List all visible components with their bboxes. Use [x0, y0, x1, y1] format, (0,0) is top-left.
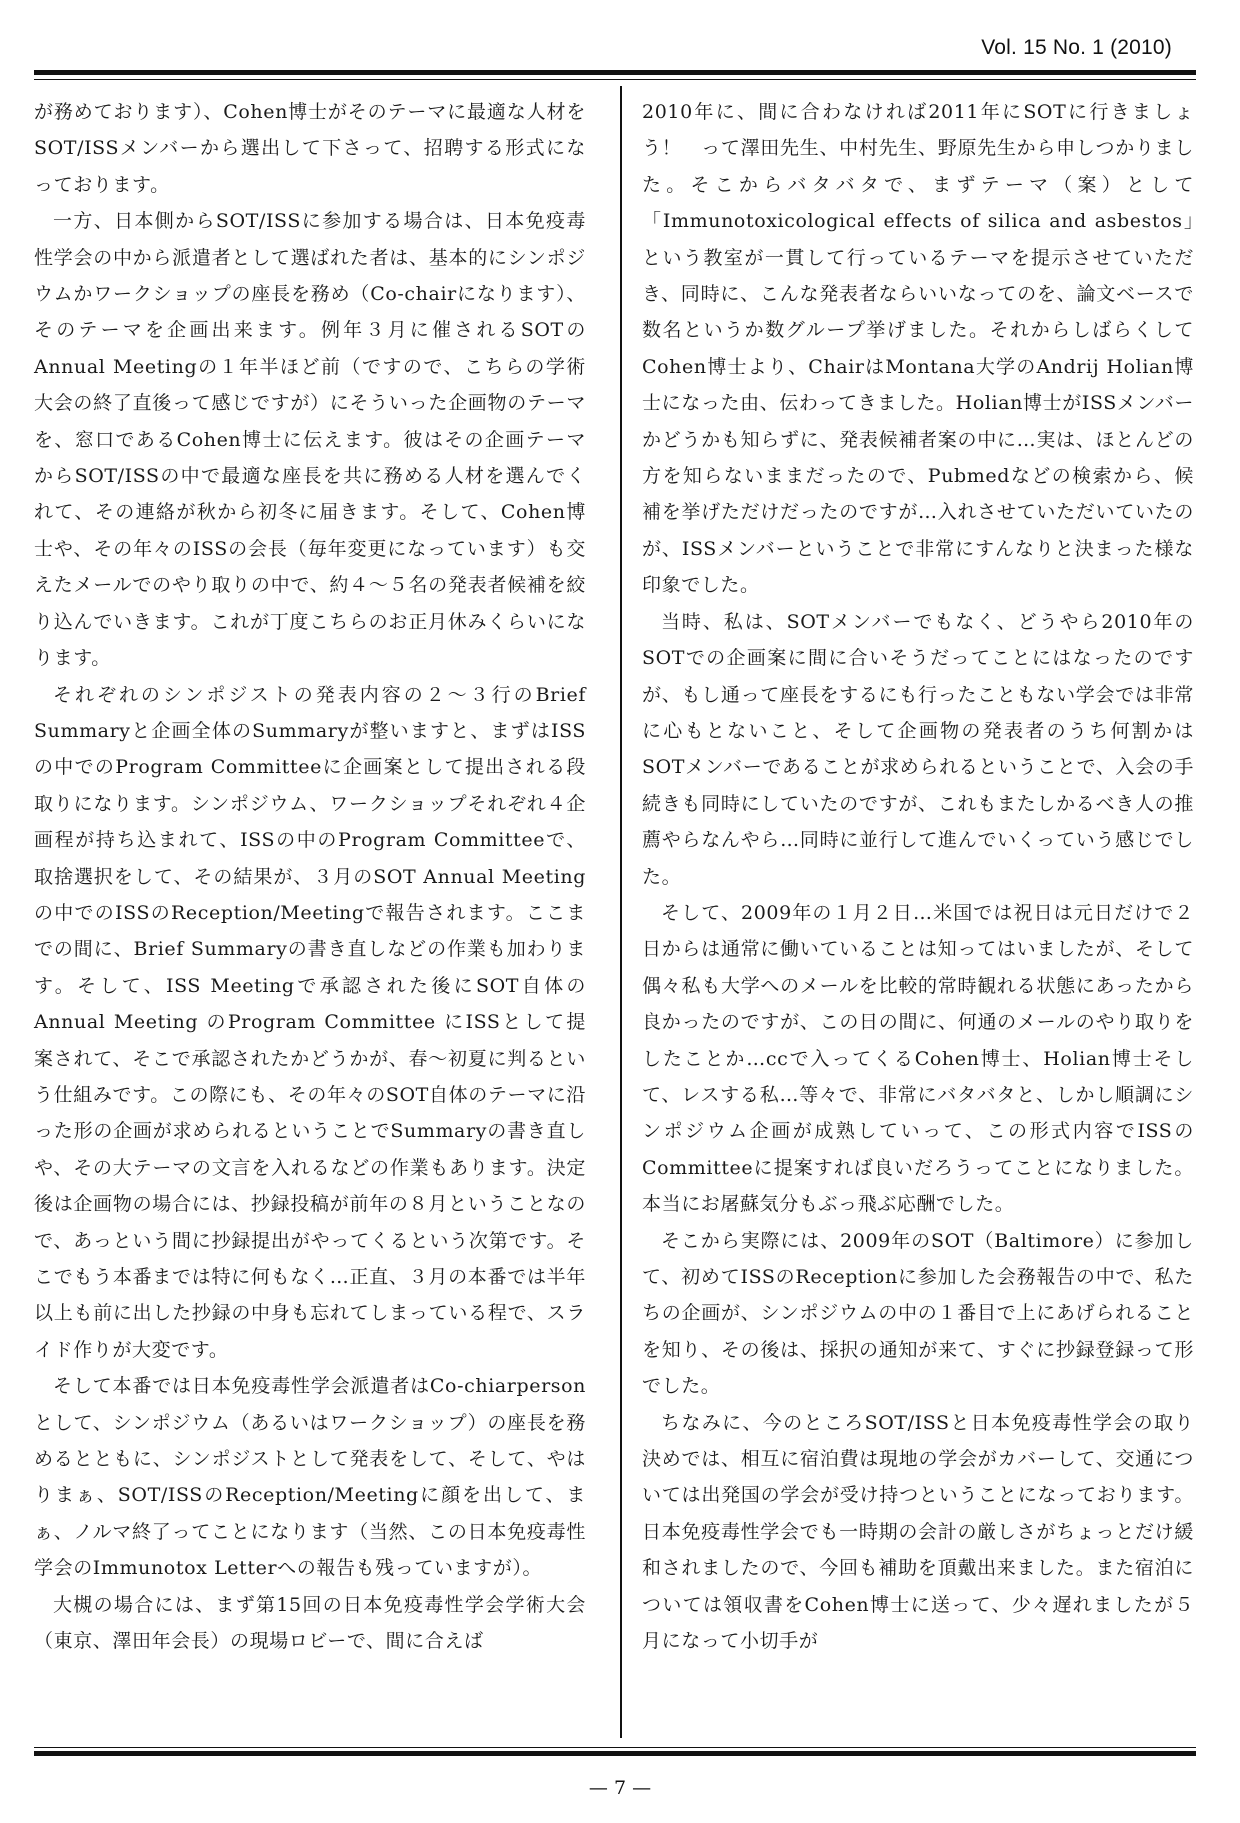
volume-label: Vol. 15 No. 1 (2010)	[981, 36, 1172, 59]
paragraph: 一方、日本側からSOT/ISSに参加する場合は、日本免疫毒性学会の中から派遣者として選ばれた者は、基本的にシンポジウムかワークショップの座長を務め（Co-chairになります）、そのテーマを企画出来ます。例年３月に催されるSOTのAnnual Meetingの１年半ほど前（ですので、こちらの学術大会の終了直後って感じですが）にそういった企画物のテーマを、窓口であるCohen博士に伝えます。彼はその企画テーマからSOT/ISSの中で最適な座長を共に務める人材を選んでくれて、その連絡が秋から初冬に届きます。そして、Cohen博士や、その年々のISSの会長（毎年変更になっています）も交えたメールでのやり取りの中で、約４～５名の発表者候補を絞り込んでいきます。これが丁度こちらのお正月休みくらいになります。	[34, 210, 586, 670]
footer-rule-thick	[34, 1751, 1196, 1756]
paragraph: 大槻の場合には、まず第15回の日本免疫毒性学会学術大会（東京、澤田年会長）の現場ロビーで、間に合えば	[34, 1593, 586, 1653]
paragraph: 2010年に、間に合わなければ2011年にSOTに行きましょう！ って澤田先生、中村先生、野原先生から申しつかりました。そこからバタバタで、まずテーマ（案）として「Immunotoxicological effects of silica and asbestos」という教室が一貫して行っているテーマを提示させていただき、同時に、こんな発表者ならいいなってのを、論文ベースで数名というか数グループ挙げました。それからしばらくしてCohen博士より、ChairはMontana大学のAndrij Holian博士になった由、伝わってきました。Holian博士がISSメンバーかどうかも知らずに、発表候補者案の中に…実は、ほとんどの方を知らないままだったので、Pubmedなどの検索から、候補を挙げただけだったのですが…入れさせていただいていたのが、ISSメンバーということで非常にすんなりと決まった様な印象でした。	[642, 101, 1194, 597]
page-number: — 7 —	[588, 1777, 652, 1799]
paragraph: が務めております）、Cohen博士がそのテーマに最適な人材をSOT/ISSメンバーから選出して下さって、招聘する形式になっております。	[34, 101, 586, 196]
header-rule-thin	[34, 79, 1196, 80]
paragraph: それぞれのシンポジストの発表内容の２～３行のBrief Summaryと企画全体のSummaryが整いますと、まずはISSの中でのProgram Committeeに企画案として提出される段取りになります。シンポジウム、ワークショップそれぞれ４企画程が持ち込まれて、ISSの中のProgram Committeeで、取捨選択をして、その結果が、３月のSOT Annual Meetingの中でのISSのReception/Meetingで報告されます。ここまでの間に、Brief Summaryの書き直しなどの作業も加わります。そして、ISS Meetingで承認された後にSOT自体のAnnual Meeting のProgram Committee にISSとして提案されて、そこで承認されたかどうかが、春～初夏に判るという仕組みです。この際にも、その年々のSOT自体のテーマに沿った形の企画が求められるということでSummaryの書き直しや、その大テーマの文言を入れるなどの作業もあります。決定後は企画物の場合には、抄録投稿が前年の８月ということなので、あっという間に抄録提出がやってくるという次第です。そこでもう本番までは特に何もなく…正直、３月の本番では半年以上も前に出した抄録の中身も忘れてしまっている程で、スライド作りが大変です。	[34, 683, 586, 1361]
paragraph: ちなみに、今のところSOT/ISSと日本免疫毒性学会の取り決めでは、相互に宿泊費は現地の学会がカバーして、交通については出発国の学会が受け持つということになっております。日本免疫毒性学会でも一時期の会計の厳しさがちょっとだけ緩和されましたので、今回も補助を頂戴出来ました。また宿泊については領収書をCohen博士に送って、少々遅れましたが５月になって小切手が	[642, 1411, 1194, 1653]
paragraph: そして、2009年の１月２日…米国では祝日は元日だけで２日からは通常に働いていることは知ってはいましたが、そして偶々私も大学へのメールを比較的常時観れる状態にあったから良かったのですが、この日の間に、何通のメールのやり取りをしたことか…ccで入ってくるCohen博士、Holian博士そして、レスする私…等々で、非常にバタバタと、しかし順調にシンポジウム企画が成熟していって、この形式内容でISSのCommitteeに提案すれば良いだろうってことになりました。本当にお屠蘇気分もぶっ飛ぶ応酬でした。	[642, 901, 1194, 1216]
paragraph: 当時、私は、SOTメンバーでもなく、どうやら2010年のSOTでの企画案に間に合いそうだってことにはなったのですが、もし通って座長をするにも行ったこともない学会では非常に心もとないこと、そして企画物の発表者のうち何割かはSOTメンバーであることが求められるということで、入会の手続きも同時にしていたのですが、これもまたしかるべき人の推薦やらなんやら…同時に並行して進んでいくっていう感じでした。	[642, 610, 1194, 888]
right-column	[642, 94, 1194, 1659]
left-column	[34, 94, 586, 1659]
paragraph: そこから実際には、2009年のSOT（Baltimore）に参加して、初めてISSのReceptionに参加した会務報告の中で、私たちの企画が、シンポジウムの中の１番目で上にあげられることを知り、その後は、採択の通知が来て、すぐに抄録登録って形でした。	[642, 1229, 1194, 1398]
footer-rule-thin	[34, 1747, 1196, 1748]
column-divider	[620, 86, 622, 1738]
paragraph: そして本番では日本免疫毒性学会派遣者はCo-chiarpersonとして、シンポジウム（あるいはワークショップ）の座長を務めるとともに、シンポジストとして発表をして、そして、やはりまぁ、SOT/ISSのReception/Meetingに顔を出して、まぁ、ノルマ終了ってことになります（当然、この日本免疫毒性学会のImmunotox Letterへの報告も残っていますが）。	[34, 1375, 586, 1580]
header-rule-thick	[34, 70, 1196, 75]
